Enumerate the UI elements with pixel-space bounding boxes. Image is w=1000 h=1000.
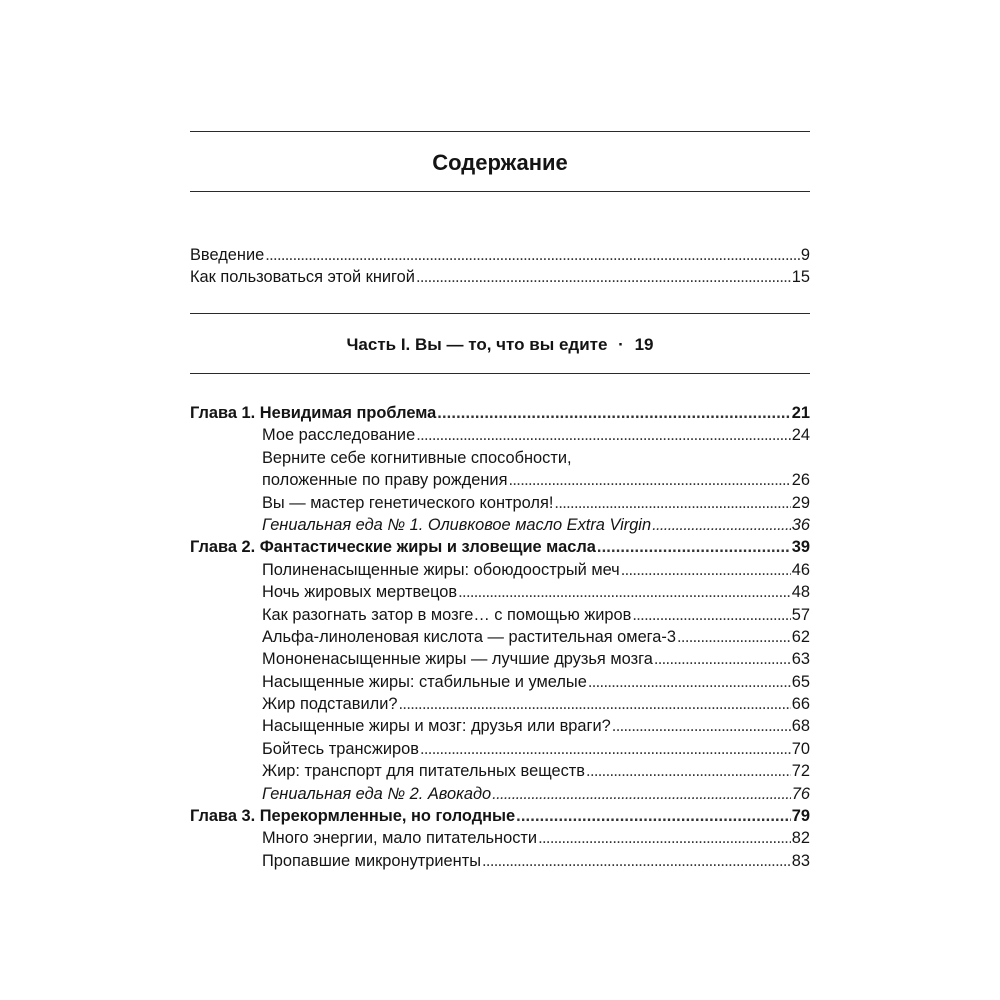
part-heading xyxy=(190,333,810,357)
dot-leader xyxy=(586,760,791,782)
entry-page: 9 xyxy=(800,246,810,264)
section-title: Насыщенные жиры и мозг: друзья или враги? xyxy=(262,717,611,736)
chapter-2-entry xyxy=(190,536,810,558)
section-page: 62 xyxy=(791,627,810,646)
entry-page: 15 xyxy=(791,268,810,287)
part-top-rule xyxy=(190,313,810,314)
section-entry-line1 xyxy=(190,447,810,469)
section-entry xyxy=(190,738,810,760)
chapter-page: 39 xyxy=(791,538,810,557)
section-title: Гениальная еда № 1. Оливковое масло Extra Virgin xyxy=(262,515,652,534)
section-title: Альфа-линоленовая кислота — растительная омега-3 xyxy=(262,627,676,646)
dot-leader xyxy=(516,805,791,827)
section-title: Мое расследование xyxy=(262,426,416,445)
dot-leader xyxy=(416,424,791,446)
section-entry xyxy=(190,492,810,514)
dot-leader xyxy=(416,266,791,288)
section-title: Как разогнать затор в мозге… с помощью жиров xyxy=(262,605,632,624)
section-title: Гениальная еда № 2. Авокадо xyxy=(262,784,492,803)
section-entry xyxy=(190,693,810,715)
chapter-page: 21 xyxy=(791,404,810,422)
section-entry xyxy=(190,715,810,737)
section-title: Вы — мастер генетического контроля! xyxy=(262,493,554,512)
chapter-list xyxy=(190,402,810,872)
dot-leader xyxy=(654,648,791,670)
chapter-1-entry xyxy=(190,402,810,424)
dot-leader xyxy=(265,244,800,266)
dot-leader xyxy=(420,738,791,760)
section-title-line2: положенные по праву рождения xyxy=(262,471,508,490)
section-page: 24 xyxy=(791,426,810,445)
section-entry xyxy=(190,626,810,648)
section-page: 26 xyxy=(791,471,810,490)
dot-leader xyxy=(492,783,791,805)
dot-leader xyxy=(399,693,791,715)
section-entry xyxy=(190,827,810,849)
chapter-title: Глава 1. Невидимая проблема xyxy=(190,404,437,422)
section-page: 68 xyxy=(791,717,810,736)
section-page: 76 xyxy=(791,784,810,803)
section-title: Бойтесь трансжиров xyxy=(262,739,419,758)
entry-title: Введение xyxy=(190,246,265,264)
section-page: 48 xyxy=(791,583,810,602)
top-rule xyxy=(190,131,810,132)
part-separator: · xyxy=(618,335,624,354)
part-bottom-rule xyxy=(190,373,810,374)
section-entry-line2 xyxy=(190,469,810,491)
part-title: Часть I. Вы — то, что вы едите xyxy=(346,335,608,354)
dot-leader xyxy=(621,559,791,581)
dot-leader xyxy=(458,581,791,603)
section-page: 70 xyxy=(791,739,810,758)
section-page: 65 xyxy=(791,672,810,691)
section-title-line1: Верните себе когнитивные способности, xyxy=(262,448,572,467)
dot-leader xyxy=(538,827,791,849)
section-title: Жир подставили? xyxy=(262,695,398,714)
section-entry xyxy=(190,559,810,581)
intro-list xyxy=(190,244,810,289)
section-entry xyxy=(190,581,810,603)
chapter-page: 79 xyxy=(791,807,810,826)
toc-entry-how-to-use xyxy=(190,266,810,288)
dot-leader xyxy=(597,536,791,558)
dot-leader xyxy=(554,492,790,514)
section-title: Насыщенные жиры: стабильные и умелые xyxy=(262,672,587,691)
section-entry xyxy=(190,671,810,693)
dot-leader xyxy=(677,626,791,648)
dot-leader xyxy=(588,671,791,693)
section-page: 72 xyxy=(791,762,810,781)
section-title: Много энергии, мало питательности xyxy=(262,829,538,848)
dot-leader xyxy=(508,469,790,491)
section-title: Жир: транспорт для питательных веществ xyxy=(262,762,586,781)
section-entry xyxy=(190,850,810,872)
section-title: Полиненасыщенные жиры: обоюдоострый меч xyxy=(262,560,620,579)
section-page: 82 xyxy=(791,829,810,848)
chapter-3-entry xyxy=(190,805,810,827)
dot-leader xyxy=(632,604,790,626)
dot-leader xyxy=(612,715,791,737)
toc-entry-intro xyxy=(190,244,810,266)
toc-page xyxy=(190,0,810,1000)
dot-leader xyxy=(482,850,791,872)
section-page: 83 xyxy=(791,851,810,870)
section-page: 46 xyxy=(791,560,810,579)
chapter-title: Глава 3. Перекормленные, но голодные xyxy=(190,807,516,826)
genius-food-entry xyxy=(190,514,810,536)
section-page: 36 xyxy=(791,515,810,534)
section-entry xyxy=(190,424,810,446)
section-title: Пропавшие микронутриенты xyxy=(262,851,481,870)
contents-title: Содержание xyxy=(432,150,568,175)
section-page: 63 xyxy=(791,650,810,669)
entry-title: Как пользоваться этой книгой xyxy=(190,268,415,287)
section-entry xyxy=(190,648,810,670)
section-page: 29 xyxy=(791,493,810,512)
dot-leader xyxy=(437,402,791,424)
part-page: 19 xyxy=(634,335,654,354)
section-entry xyxy=(190,760,810,782)
genius-food-entry xyxy=(190,783,810,805)
dot-leader xyxy=(652,514,791,536)
title-bottom-rule xyxy=(190,191,810,192)
section-title: Ночь жировых мертвецов xyxy=(262,583,458,602)
section-title: Мононенасыщенные жиры — лучшие друзья мозга xyxy=(262,650,653,669)
chapter-title: Глава 2. Фантастические жиры и зловещие масла xyxy=(190,538,596,557)
section-page: 66 xyxy=(791,695,810,714)
section-page: 57 xyxy=(791,605,810,624)
section-entry xyxy=(190,604,810,626)
